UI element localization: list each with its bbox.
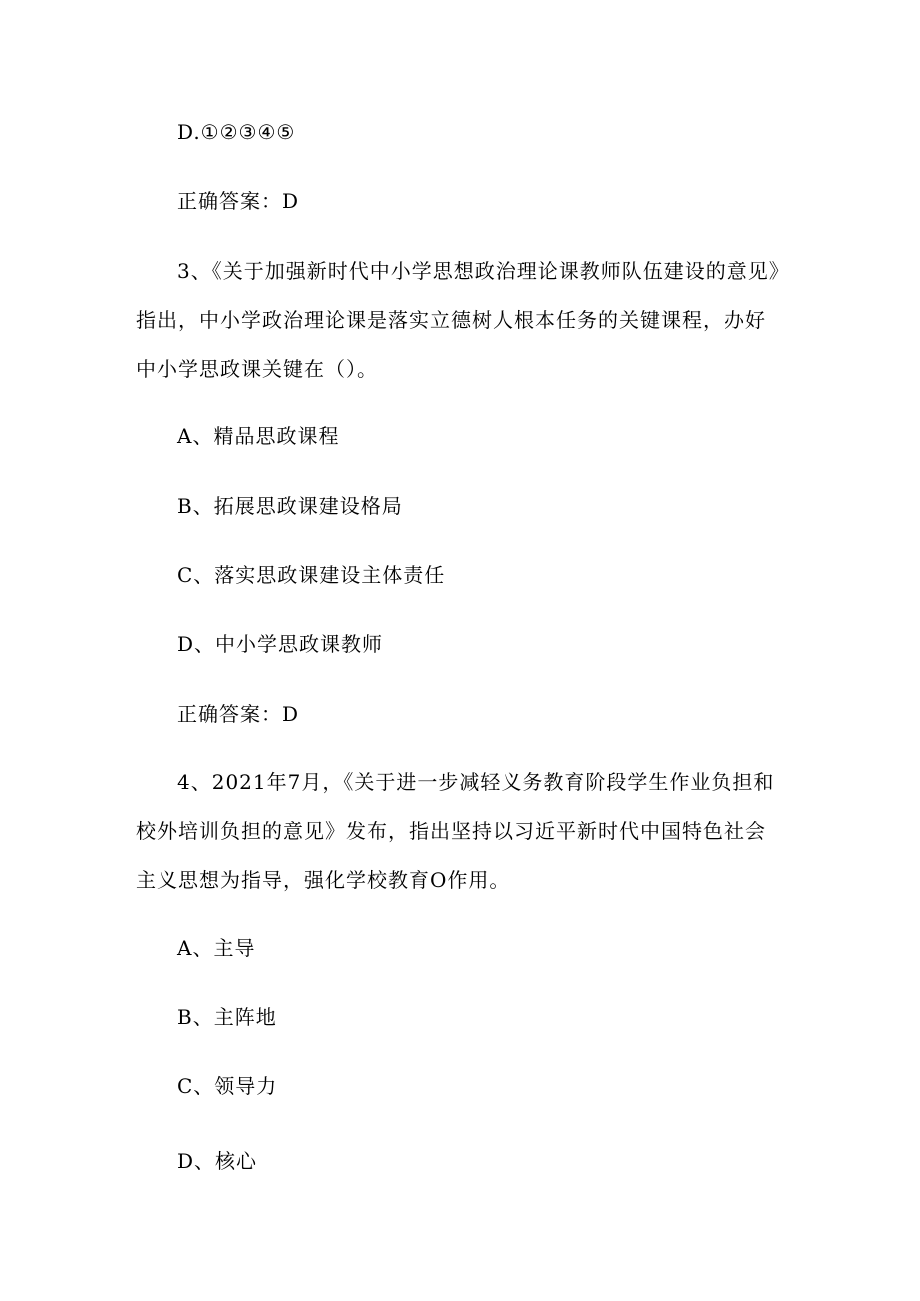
question-3-text-line-1: 3、《关于加强新时代中小学思想政治理论课教师队伍建设的意见》 xyxy=(177,259,790,283)
question-4-option-b: B、主阵地 xyxy=(177,1005,277,1029)
question-4-option-d: D、核心 xyxy=(177,1149,258,1173)
question-3-option-c: C、落实思政课建设主体责任 xyxy=(177,563,446,587)
question-4-option-c: C、领导力 xyxy=(177,1074,278,1098)
question-3-option-b: B、拓展思政课建设格局 xyxy=(177,494,403,518)
question-4-text-line-2: 校外培训负担的意见》发布，指出坚持以习近平新时代中国特色社会 xyxy=(136,819,766,843)
question-4-text-line-3: 主义思想为指导，强化学校教育O作用。 xyxy=(136,868,511,892)
question-3-option-a: A、精品思政课程 xyxy=(177,424,340,448)
question-4-text-line-1: 4、2021年7月，《关于进一步减轻义务教育阶段学生作业负担和 xyxy=(177,770,775,794)
question-3-answer: 正确答案：D xyxy=(177,702,300,726)
prev-option-d: D.①②③④⑤ xyxy=(177,120,296,144)
question-3-text-line-2: 指出，中小学政治理论课是落实立德树人根本任务的关键课程，办好 xyxy=(136,308,766,332)
prev-answer: 正确答案：D xyxy=(177,189,300,213)
question-3-option-d: D、中小学思政课教师 xyxy=(177,632,384,656)
question-3-text-line-3: 中小学思政课关键在（）。 xyxy=(136,357,378,381)
question-4-option-a: A、主导 xyxy=(177,936,256,960)
